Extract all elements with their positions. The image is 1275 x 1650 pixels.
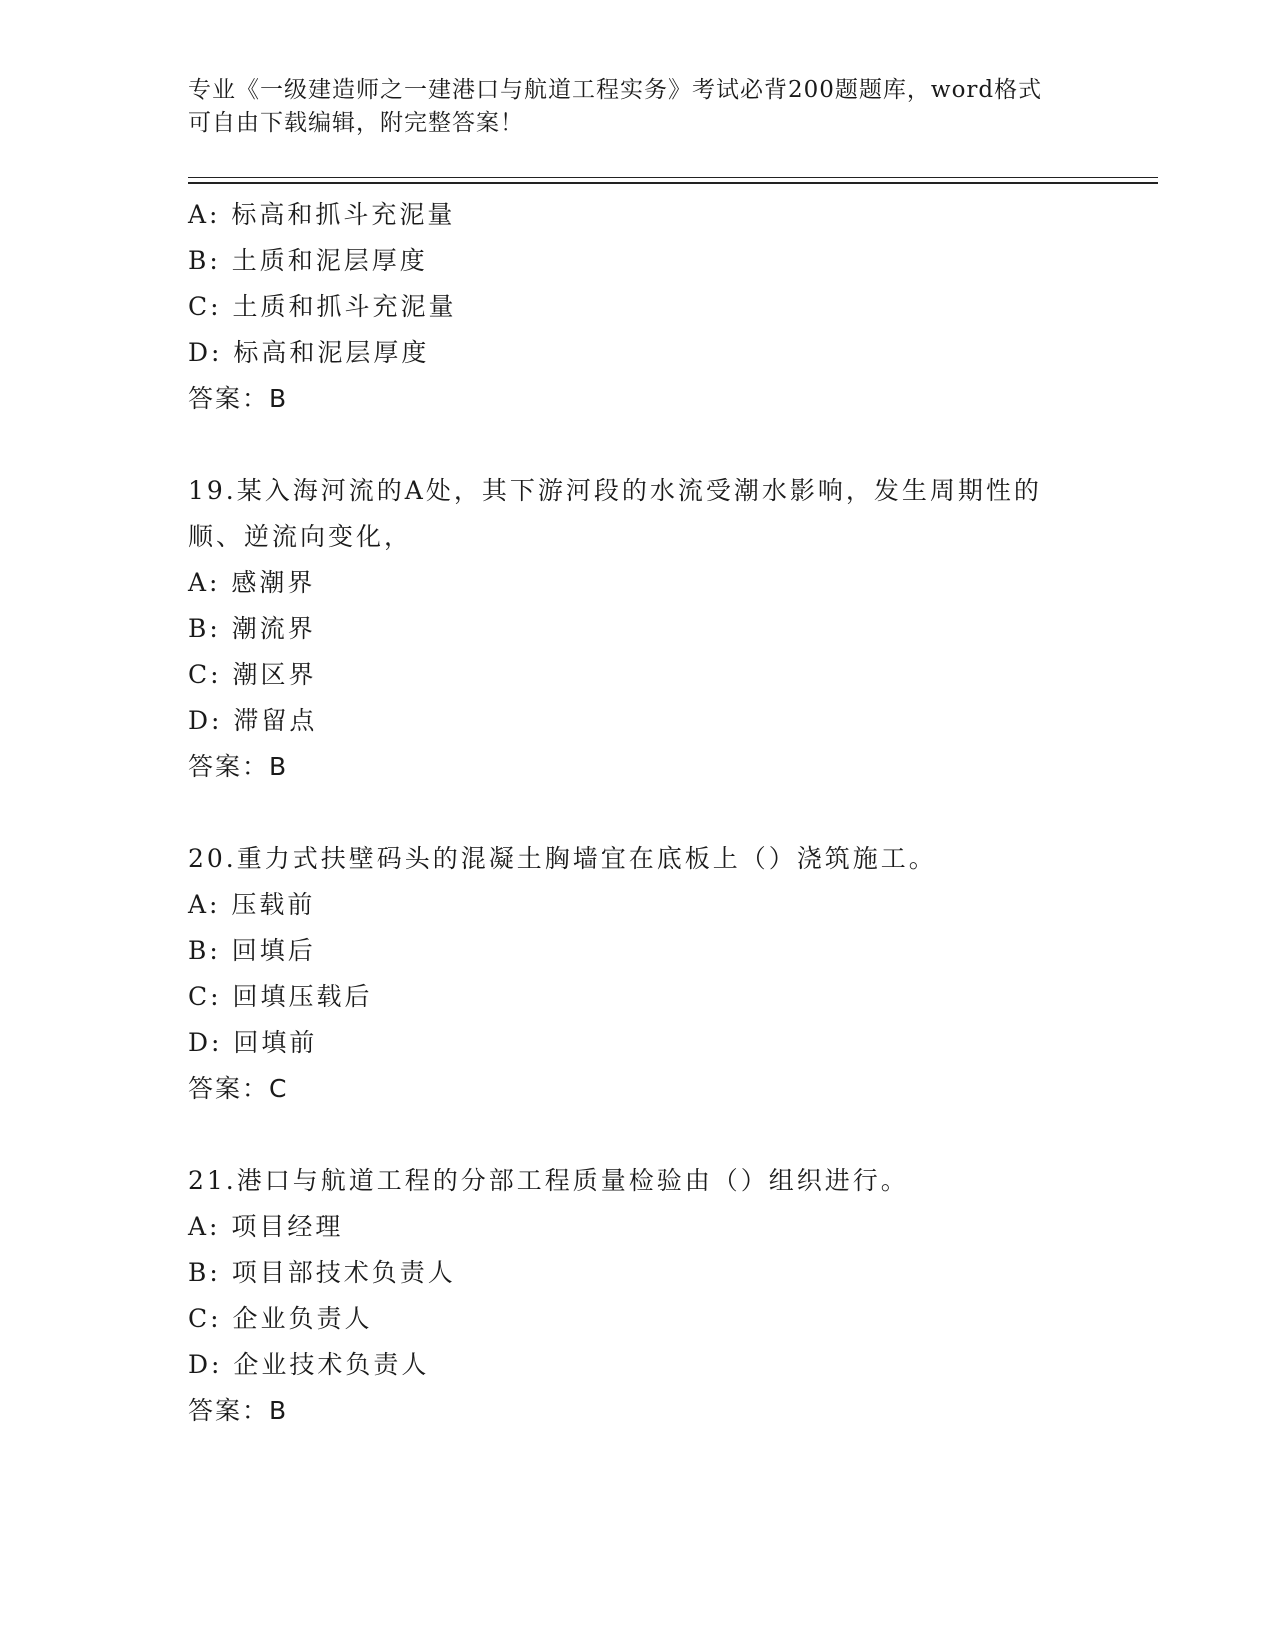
option-d: D: 企业技术负责人 [188,1350,430,1379]
spacer [188,422,1088,468]
answer-label: 答案：C [188,1074,289,1103]
option-c: C: 企业负责人 [188,1304,373,1333]
header-line-2: 可自由下载编辑，附完整答案！ [188,110,524,136]
option-c: C: 回填压载后 [188,982,373,1011]
option-a: A: 项目经理 [188,1212,344,1241]
question-block-21 [188,1158,1088,1434]
option-d: D: 滞留点 [188,706,318,735]
option-c: C: 潮区界 [188,660,317,689]
header-rule-thick [188,182,1158,184]
header-line-1: 专业《一级建造师之一建港口与航道工程实务》考试必背200题题库，word格式 [188,77,1043,103]
question-text-line-1: 19.某入海河流的A处，其下游河段的水流受潮水影响，发生周期性的 [188,476,1042,505]
option-d: D: 回填前 [188,1028,318,1057]
spacer [188,790,1088,836]
question-block-20 [188,836,1088,1112]
document-header [188,74,1088,140]
question-block-18 [188,192,1088,422]
option-d: D: 标高和泥层厚度 [188,338,430,367]
option-b: B: 潮流界 [188,614,316,643]
question-text: 21.港口与航道工程的分部工程质量检验由（）组织进行。 [188,1166,909,1195]
question-text-line-2: 顺、逆流向变化， [188,522,413,551]
option-a: A: 感潮界 [188,568,316,597]
option-c: C: 土质和抓斗充泥量 [188,292,457,321]
option-b: B: 回填后 [188,936,316,965]
answer-label: 答案：B [188,384,289,413]
header-rule-thin [188,177,1158,178]
option-b: B: 土质和泥层厚度 [188,246,428,275]
spacer [188,1112,1088,1158]
option-a: A: 压载前 [188,890,316,919]
answer-label: 答案：B [188,1396,289,1425]
question-text: 20.重力式扶壁码头的混凝土胸墙宜在底板上（）浇筑施工。 [188,844,937,873]
answer-label: 答案：B [188,752,289,781]
option-b: B: 项目部技术负责人 [188,1258,456,1287]
question-list [188,192,1088,1434]
question-block-19 [188,468,1088,790]
option-a: A: 标高和抓斗充泥量 [188,200,456,229]
